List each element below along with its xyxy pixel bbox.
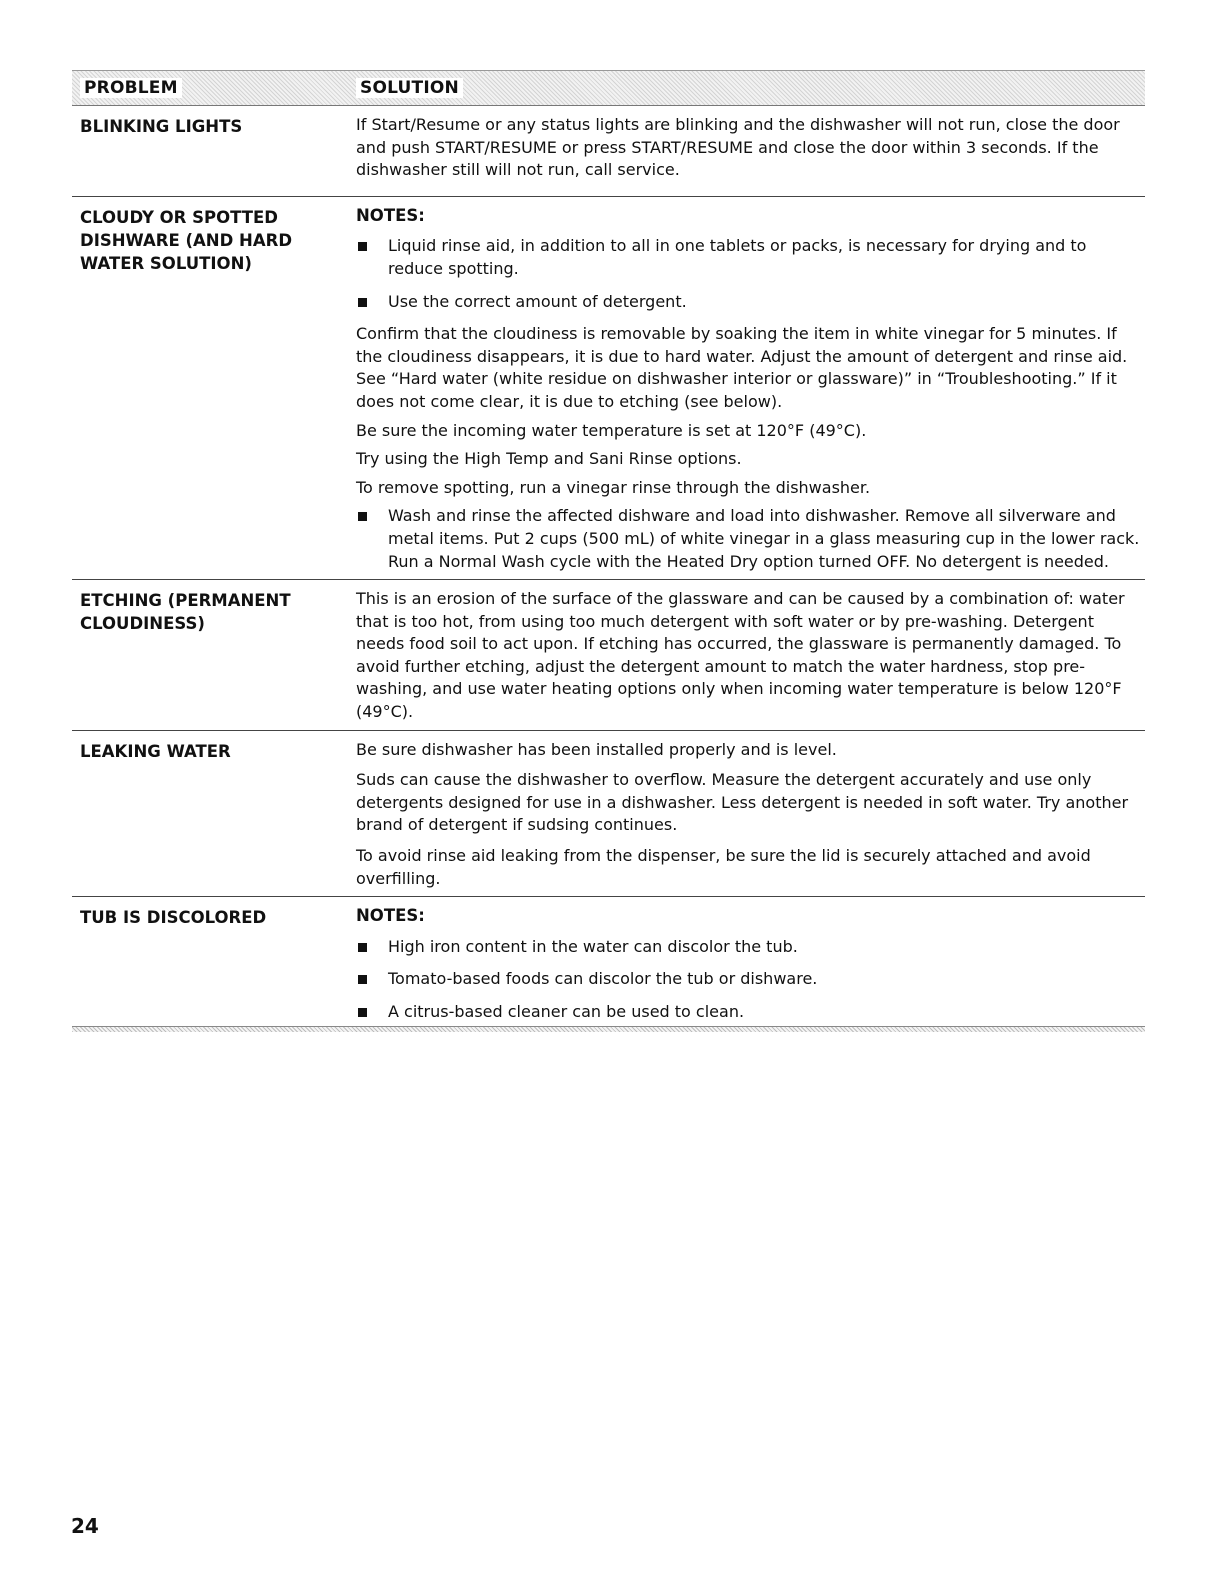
solution-text: Be sure dishwasher has been installed properly and is level. [356,739,837,759]
bullet-item: Tomato-based foods can discolor the tub or dishware. [356,968,1145,991]
solution-text: Try using the High Temp and Sani Rinse options. [356,449,742,469]
problem-label: ETCHING (PERMANENT CLOUDINESS) [80,591,291,634]
solution-text: Confirm that the cloudiness is removable by soaking the item in white vinegar for 5 minutes. If the cloudiness disappears, it is due to hard water. Adjust the amount of detergent and rinse aid. See “Hard water (white residue on dishwasher interior or glassware)” in “Troubleshooting.” If it does not come clear, it is due to etching (see below). [356,324,1128,411]
header-problem: PROBLEM [72,78,356,98]
solution-text: To avoid rinse aid leaking from the dispenser, be sure the lid is securely attached and avoid overfilling. [356,846,1091,888]
bullet-square-icon [356,1001,388,1024]
bullet-item: High iron content in the water can discolor the tub. [356,936,1145,959]
table-row [72,731,1145,898]
notes-heading: NOTES: [356,906,425,926]
bullet-square-icon [356,968,388,991]
notes-heading: NOTES: [356,205,425,225]
bullet-square-icon [356,505,388,573]
problem-label: LEAKING WATER [80,741,231,761]
solution-cell [356,739,1145,891]
table-row [72,106,1145,197]
solution-cell [356,114,1145,190]
problem-label: CLOUDY OR SPOTTED DISHWARE (AND HARD WATER SOLUTION) [80,207,293,273]
solution-text: Be sure the incoming water temperature is set at 120°F (49°C). [356,420,867,440]
bullet-item: Use the correct amount of detergent. [356,291,1145,314]
table-row [72,197,1145,580]
bullet-item: Wash and rinse the affected dishware and load into dishwasher. Remove all silverware and metal items. Put 2 cups (500 mL) of white vinegar in a glass measuring cup in the lower rack. Run a Normal Wash cycle with the Heated Dry option turned OFF. No detergent is needed. [356,505,1145,573]
problem-label: TUB IS DISCOLORED [80,908,267,928]
table-row [72,897,1145,1023]
table-row [72,580,1145,731]
solution-text: Suds can cause the dishwasher to overflow. Measure the detergent accurately and use only detergents designed for use in a dishwasher. Less detergent is needed in soft water. Try another brand of detergent if sudsing continues. [356,770,1129,835]
solution-cell [356,588,1145,724]
bullet-item: A citrus-based cleaner can be used to clean. [356,1001,1145,1024]
problem-label: BLINKING LIGHTS [80,117,243,136]
page-number: 24 [71,1514,99,1538]
header-solution: SOLUTION [356,78,463,98]
solution-cell [356,205,1145,573]
bullet-square-icon [356,235,388,280]
solution-text: To remove spotting, run a vinegar rinse through the dishwasher. [356,477,871,497]
solution-text: This is an erosion of the surface of the glassware and can be caused by a combination of: water that is too hot, from using too much detergent with soft water or by pre-washing. Detergent needs food soil to act upon. If etching has occurred, the glassware is permanently damaged. To avoid further etching, adjust the detergent amount to match the water hardness, stop pre-washing, and use water heating options only when incoming water temperature is below 120°F (49°C). [356,589,1125,722]
troubleshooting-table [72,70,1145,1032]
bullet-item: Liquid rinse aid, in addition to all in one tablets or packs, is necessary for drying and to reduce spotting. [356,235,1145,280]
solution-text: If Start/Resume or any status lights are blinking and the dishwasher will not run, close the door and push START/RESUME or press START/RESUME and close the door within 3 seconds. If the dishwasher still will not run, call service. [356,115,1120,180]
table-bottom-rule [72,1026,1145,1032]
bullet-square-icon [356,936,388,959]
solution-cell [356,905,1145,1023]
bullet-square-icon [356,291,388,314]
table-header [72,70,1145,106]
